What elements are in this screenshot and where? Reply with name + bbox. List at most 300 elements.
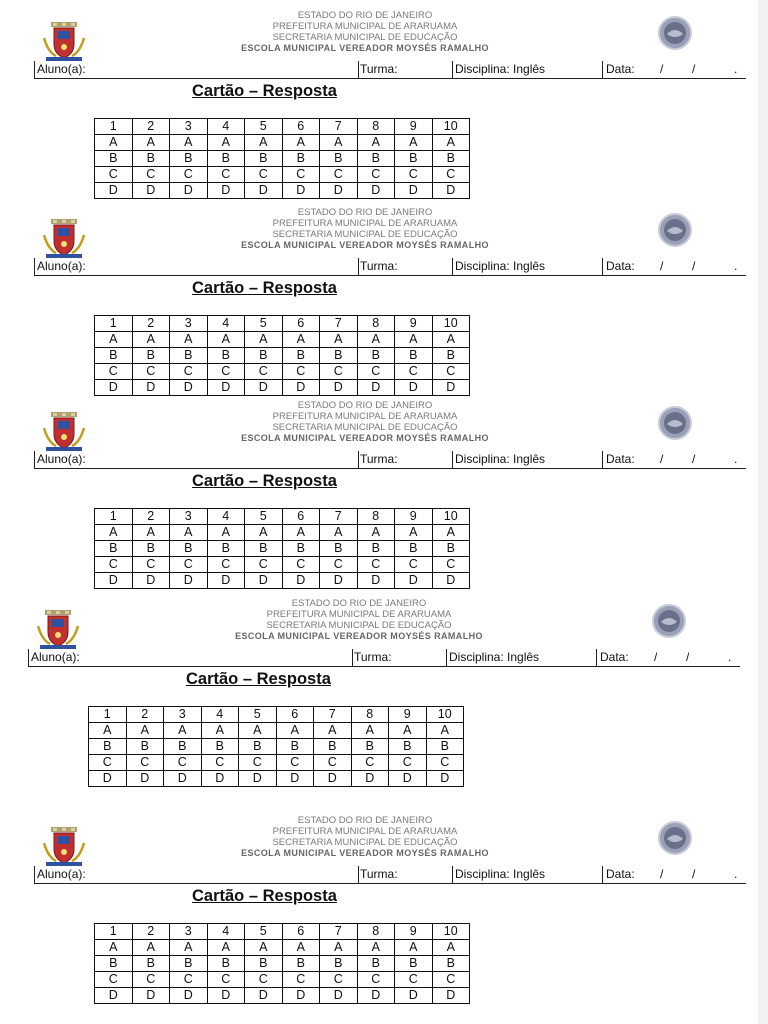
option-row — [95, 940, 470, 956]
date-dot: . — [728, 650, 732, 664]
secretariat-line: SECRETARIA MUNICIPAL DE EDUCAÇÃO — [272, 422, 458, 433]
school-header — [200, 400, 530, 444]
answer-option-cell[interactable]: C — [95, 972, 133, 988]
answer-option-cell[interactable]: B — [95, 541, 133, 557]
data-label: Data: — [606, 259, 635, 273]
answer-option-cell[interactable]: C — [351, 755, 389, 771]
answer-option-cell[interactable]: A — [320, 332, 358, 348]
answer-option-cell[interactable]: B — [276, 739, 314, 755]
answer-option-cell[interactable]: A — [207, 135, 245, 151]
answer-option-cell[interactable]: B — [89, 739, 127, 755]
school-name: ESCOLA MUNICIPAL VEREADOR MOYSÉS RAMALHO — [241, 240, 489, 250]
question-number: 5 — [245, 924, 283, 940]
answer-option-cell[interactable]: D — [432, 183, 470, 199]
answer-option-cell[interactable]: A — [126, 723, 164, 739]
turma-label: Turma: — [360, 259, 398, 273]
answer-option-cell[interactable]: C — [320, 972, 358, 988]
school-header — [200, 207, 530, 251]
answer-option-cell[interactable]: B — [432, 151, 470, 167]
option-row — [95, 167, 470, 183]
aluno-label: Aluno(a): — [31, 650, 80, 664]
answer-option-cell[interactable]: A — [170, 525, 208, 541]
answer-option-cell[interactable]: C — [276, 755, 314, 771]
question-number: 9 — [395, 119, 433, 135]
answer-option-cell[interactable]: A — [282, 135, 320, 151]
answer-option-cell[interactable]: B — [132, 956, 170, 972]
option-row — [95, 956, 470, 972]
answer-option-cell[interactable]: B — [320, 151, 358, 167]
answer-option-cell[interactable]: C — [207, 364, 245, 380]
answer-option-cell[interactable]: B — [95, 956, 133, 972]
answer-option-cell[interactable]: A — [432, 525, 470, 541]
answer-option-cell[interactable]: D — [239, 771, 277, 787]
card-title: Cartão – Resposta — [192, 279, 337, 297]
date-slash: / — [692, 259, 696, 273]
option-row — [95, 332, 470, 348]
answer-option-cell[interactable]: C — [170, 557, 208, 573]
answer-option-cell[interactable]: C — [395, 167, 433, 183]
answer-option-cell[interactable]: A — [395, 940, 433, 956]
coat-of-arms-icon — [42, 412, 86, 452]
answer-option-cell[interactable]: C — [320, 364, 358, 380]
answer-option-cell[interactable]: A — [432, 135, 470, 151]
answer-option-cell[interactable]: A — [320, 940, 358, 956]
answer-option-cell[interactable]: A — [245, 332, 283, 348]
answer-option-cell[interactable]: A — [432, 332, 470, 348]
answer-option-cell[interactable]: B — [432, 956, 470, 972]
option-row — [95, 364, 470, 380]
answer-option-cell[interactable]: C — [432, 167, 470, 183]
answer-option-cell[interactable]: A — [207, 525, 245, 541]
question-number: 10 — [432, 509, 470, 525]
prefecture-line: PREFEITURA MUNICIPAL DE ARARUAMA — [272, 411, 458, 422]
answer-option-cell[interactable]: D — [245, 380, 283, 396]
answer-option-cell[interactable]: B — [314, 739, 352, 755]
answer-option-cell[interactable]: C — [89, 755, 127, 771]
question-number-row — [89, 707, 464, 723]
answer-card — [0, 10, 758, 205]
answer-option-cell[interactable]: D — [89, 771, 127, 787]
answer-option-cell[interactable]: B — [245, 956, 283, 972]
answer-option-cell[interactable]: A — [89, 723, 127, 739]
answer-option-cell[interactable]: D — [320, 380, 358, 396]
answer-option-cell[interactable]: C — [282, 364, 320, 380]
answer-option-cell[interactable]: C — [314, 755, 352, 771]
card-title: Cartão – Resposta — [192, 82, 337, 100]
answer-option-cell[interactable]: C — [170, 364, 208, 380]
answer-option-cell[interactable]: B — [170, 541, 208, 557]
answer-option-cell[interactable]: B — [282, 151, 320, 167]
option-row — [89, 755, 464, 771]
answer-option-cell[interactable]: D — [432, 573, 470, 589]
answer-option-cell[interactable]: D — [320, 183, 358, 199]
answer-option-cell[interactable]: A — [95, 135, 133, 151]
answer-option-cell[interactable]: D — [170, 183, 208, 199]
disciplina-label: Disciplina: Inglês — [455, 259, 546, 273]
answer-option-cell[interactable]: A — [201, 723, 239, 739]
answer-option-cell[interactable]: B — [245, 151, 283, 167]
answer-option-cell[interactable]: A — [357, 940, 395, 956]
answer-option-cell[interactable]: B — [201, 739, 239, 755]
question-number: 7 — [314, 707, 352, 723]
question-number-row — [95, 316, 470, 332]
data-label: Data: — [606, 62, 635, 76]
question-number: 3 — [170, 924, 208, 940]
answer-option-cell[interactable]: B — [320, 348, 358, 364]
seal-icon — [658, 16, 692, 50]
answer-option-cell[interactable]: B — [395, 956, 433, 972]
option-row — [89, 723, 464, 739]
question-number: 5 — [239, 707, 277, 723]
school-header — [200, 815, 530, 859]
answer-option-cell[interactable]: D — [95, 183, 133, 199]
answer-option-cell[interactable]: B — [320, 956, 358, 972]
answer-option-cell[interactable]: D — [276, 771, 314, 787]
answer-option-cell[interactable]: C — [207, 557, 245, 573]
answer-option-cell[interactable]: C — [95, 557, 133, 573]
answer-option-cell[interactable]: A — [207, 940, 245, 956]
answer-card — [0, 815, 758, 1010]
seal-icon — [658, 821, 692, 855]
answer-option-cell[interactable]: D — [126, 771, 164, 787]
option-row — [95, 972, 470, 988]
answer-option-cell[interactable]: D — [132, 988, 170, 1004]
disciplina-label: Disciplina: Inglês — [455, 867, 546, 881]
answer-option-cell[interactable]: A — [351, 723, 389, 739]
answer-option-cell[interactable]: B — [282, 956, 320, 972]
answer-option-cell[interactable]: D — [132, 573, 170, 589]
answer-option-cell[interactable]: B — [132, 151, 170, 167]
answer-option-cell[interactable]: B — [95, 151, 133, 167]
answer-option-cell[interactable]: B — [207, 151, 245, 167]
prefecture-line: PREFEITURA MUNICIPAL DE ARARUAMA — [272, 21, 458, 32]
answer-option-cell[interactable]: C — [245, 167, 283, 183]
option-row — [95, 348, 470, 364]
answer-option-cell[interactable]: A — [170, 940, 208, 956]
answer-option-cell[interactable]: C — [245, 364, 283, 380]
answer-option-cell[interactable]: D — [320, 988, 358, 1004]
answer-option-cell[interactable]: B — [207, 956, 245, 972]
question-number: 10 — [426, 707, 464, 723]
coat-of-arms-icon — [42, 22, 86, 62]
answer-grid — [94, 923, 470, 1004]
state-line: ESTADO DO RIO DE JANEIRO — [297, 207, 433, 218]
answer-option-cell[interactable]: D — [426, 771, 464, 787]
answer-option-cell[interactable]: C — [357, 364, 395, 380]
answer-option-cell[interactable]: B — [351, 739, 389, 755]
answer-option-cell[interactable]: A — [432, 940, 470, 956]
answer-option-cell[interactable]: D — [320, 573, 358, 589]
question-number: 1 — [95, 509, 133, 525]
turma-label: Turma: — [360, 867, 398, 881]
question-number: 10 — [432, 316, 470, 332]
answer-option-cell[interactable]: B — [95, 348, 133, 364]
answer-option-cell[interactable]: C — [239, 755, 277, 771]
answer-option-cell[interactable]: A — [395, 332, 433, 348]
answer-option-cell[interactable]: B — [245, 541, 283, 557]
answer-option-cell[interactable]: C — [170, 167, 208, 183]
answer-option-cell[interactable]: B — [126, 739, 164, 755]
question-number: 3 — [170, 316, 208, 332]
answer-option-cell[interactable]: D — [170, 573, 208, 589]
answer-option-cell[interactable]: D — [357, 380, 395, 396]
option-row — [95, 183, 470, 199]
prefecture-line: PREFEITURA MUNICIPAL DE ARARUAMA — [266, 609, 452, 620]
answer-option-cell[interactable]: D — [170, 988, 208, 1004]
answer-option-cell[interactable]: A — [426, 723, 464, 739]
disciplina-label: Disciplina: Inglês — [455, 62, 546, 76]
answer-option-cell[interactable]: D — [207, 573, 245, 589]
answer-option-cell[interactable]: B — [389, 739, 427, 755]
answer-option-cell[interactable]: B — [357, 348, 395, 364]
answer-option-cell[interactable]: C — [95, 364, 133, 380]
answer-option-cell[interactable]: D — [207, 380, 245, 396]
answer-option-cell[interactable]: A — [320, 525, 358, 541]
answer-option-cell[interactable]: B — [357, 541, 395, 557]
answer-option-cell[interactable]: C — [132, 364, 170, 380]
answer-option-cell[interactable]: B — [170, 151, 208, 167]
answer-option-cell[interactable]: A — [276, 723, 314, 739]
answer-option-cell[interactable]: D — [282, 988, 320, 1004]
answer-option-cell[interactable]: A — [314, 723, 352, 739]
state-line: ESTADO DO RIO DE JANEIRO — [297, 400, 433, 411]
answer-option-cell[interactable]: C — [320, 557, 358, 573]
answer-option-cell[interactable]: D — [95, 380, 133, 396]
secretariat-line: SECRETARIA MUNICIPAL DE EDUCAÇÃO — [272, 837, 458, 848]
answer-option-cell[interactable]: C — [357, 557, 395, 573]
answer-option-cell[interactable]: A — [95, 940, 133, 956]
date-slash: / — [660, 452, 664, 466]
answer-option-cell[interactable]: C — [207, 972, 245, 988]
answer-option-cell[interactable]: A — [282, 525, 320, 541]
secretariat-line: SECRETARIA MUNICIPAL DE EDUCAÇÃO — [272, 32, 458, 43]
answer-option-cell[interactable]: C — [164, 755, 202, 771]
answer-option-cell[interactable]: B — [170, 956, 208, 972]
question-number: 6 — [282, 924, 320, 940]
answer-option-cell[interactable]: B — [320, 541, 358, 557]
answer-option-cell[interactable]: C — [395, 364, 433, 380]
answer-option-cell[interactable]: D — [201, 771, 239, 787]
answer-option-cell[interactable]: C — [132, 557, 170, 573]
answer-option-cell[interactable]: D — [357, 183, 395, 199]
answer-option-cell[interactable]: B — [207, 348, 245, 364]
answer-option-cell[interactable]: A — [95, 525, 133, 541]
question-number: 9 — [395, 316, 433, 332]
answer-option-cell[interactable]: C — [282, 557, 320, 573]
answer-option-cell[interactable]: A — [245, 135, 283, 151]
state-line: ESTADO DO RIO DE JANEIRO — [297, 10, 433, 21]
answer-option-cell[interactable]: D — [357, 988, 395, 1004]
answer-option-cell[interactable]: D — [170, 380, 208, 396]
answer-option-cell[interactable]: A — [245, 940, 283, 956]
answer-option-cell[interactable]: B — [357, 956, 395, 972]
question-number: 10 — [432, 924, 470, 940]
question-number: 5 — [245, 119, 283, 135]
answer-option-cell[interactable]: C — [245, 557, 283, 573]
answer-option-cell[interactable]: A — [207, 332, 245, 348]
answer-option-cell[interactable]: D — [351, 771, 389, 787]
answer-option-cell[interactable]: D — [95, 573, 133, 589]
answer-option-cell[interactable]: D — [132, 380, 170, 396]
answer-option-cell[interactable]: A — [389, 723, 427, 739]
answer-option-cell[interactable]: D — [389, 771, 427, 787]
answer-option-cell[interactable]: D — [245, 573, 283, 589]
answer-option-cell[interactable]: D — [357, 573, 395, 589]
question-number: 2 — [132, 316, 170, 332]
answer-option-cell[interactable]: A — [357, 135, 395, 151]
answer-option-cell[interactable]: A — [395, 525, 433, 541]
answer-option-cell[interactable]: B — [239, 739, 277, 755]
answer-option-cell[interactable]: C — [245, 972, 283, 988]
answer-option-cell[interactable]: B — [432, 541, 470, 557]
option-row — [95, 525, 470, 541]
answer-option-cell[interactable]: C — [282, 972, 320, 988]
answer-option-cell[interactable]: B — [282, 348, 320, 364]
option-row — [95, 541, 470, 557]
date-slash: / — [660, 867, 664, 881]
answer-option-cell[interactable]: A — [357, 332, 395, 348]
answer-option-cell[interactable]: A — [282, 332, 320, 348]
answer-option-cell[interactable]: B — [395, 541, 433, 557]
answer-option-cell[interactable]: D — [395, 380, 433, 396]
data-label: Data: — [600, 650, 629, 664]
answer-option-cell[interactable]: B — [395, 151, 433, 167]
question-number: 6 — [276, 707, 314, 723]
answer-option-cell[interactable]: C — [357, 972, 395, 988]
answer-option-cell[interactable]: D — [95, 988, 133, 1004]
answer-option-cell[interactable]: B — [395, 348, 433, 364]
answer-option-cell[interactable]: C — [389, 755, 427, 771]
answer-option-cell[interactable]: C — [132, 167, 170, 183]
question-number: 4 — [201, 707, 239, 723]
question-number: 1 — [89, 707, 127, 723]
answer-option-cell[interactable]: B — [164, 739, 202, 755]
answer-option-cell[interactable]: D — [395, 988, 433, 1004]
option-row — [89, 771, 464, 787]
question-number: 8 — [357, 316, 395, 332]
answer-option-cell[interactable]: C — [432, 364, 470, 380]
answer-option-cell[interactable]: A — [282, 940, 320, 956]
question-number: 7 — [320, 509, 358, 525]
answer-option-cell[interactable]: A — [132, 525, 170, 541]
question-number: 7 — [320, 119, 358, 135]
question-number: 1 — [95, 316, 133, 332]
date-slash: / — [660, 259, 664, 273]
answer-option-cell[interactable]: D — [314, 771, 352, 787]
answer-option-cell[interactable]: D — [432, 988, 470, 1004]
card-title: Cartão – Resposta — [192, 472, 337, 490]
answer-option-cell[interactable]: B — [170, 348, 208, 364]
answer-option-cell[interactable]: C — [426, 755, 464, 771]
answer-option-cell[interactable]: A — [239, 723, 277, 739]
prefecture-line: PREFEITURA MUNICIPAL DE ARARUAMA — [272, 826, 458, 837]
answer-option-cell[interactable]: A — [320, 135, 358, 151]
disciplina-label: Disciplina: Inglês — [455, 452, 546, 466]
answer-option-cell[interactable]: D — [395, 573, 433, 589]
answer-option-cell[interactable]: C — [126, 755, 164, 771]
answer-option-cell[interactable]: C — [201, 755, 239, 771]
student-info-bar — [34, 451, 746, 469]
state-line: ESTADO DO RIO DE JANEIRO — [291, 598, 427, 609]
school-name: ESCOLA MUNICIPAL VEREADOR MOYSÉS RAMALHO — [241, 433, 489, 443]
answer-option-cell[interactable]: C — [132, 972, 170, 988]
data-label: Data: — [606, 452, 635, 466]
answer-option-cell[interactable]: C — [395, 557, 433, 573]
date-slash: / — [686, 650, 690, 664]
question-number: 2 — [126, 707, 164, 723]
answer-option-cell[interactable]: B — [207, 541, 245, 557]
answer-option-cell[interactable]: C — [282, 167, 320, 183]
question-number: 4 — [207, 509, 245, 525]
answer-option-cell[interactable]: A — [132, 940, 170, 956]
answer-option-cell[interactable]: C — [95, 167, 133, 183]
answer-option-cell[interactable]: A — [170, 332, 208, 348]
answer-option-cell[interactable]: A — [170, 135, 208, 151]
answer-option-cell[interactable]: D — [245, 988, 283, 1004]
answer-option-cell[interactable]: D — [395, 183, 433, 199]
question-number: 2 — [132, 509, 170, 525]
school-header — [200, 10, 530, 54]
answer-option-cell[interactable]: D — [282, 380, 320, 396]
answer-option-cell[interactable]: D — [245, 183, 283, 199]
turma-label: Turma: — [354, 650, 392, 664]
answer-option-cell[interactable]: A — [132, 332, 170, 348]
question-number: 2 — [132, 119, 170, 135]
answer-option-cell[interactable]: D — [432, 380, 470, 396]
answer-option-cell[interactable]: C — [432, 972, 470, 988]
aluno-label: Aluno(a): — [37, 62, 86, 76]
answer-option-cell[interactable]: A — [95, 332, 133, 348]
question-number: 3 — [164, 707, 202, 723]
answer-option-cell[interactable]: B — [357, 151, 395, 167]
aluno-label: Aluno(a): — [37, 452, 86, 466]
answer-option-cell[interactable]: C — [357, 167, 395, 183]
seal-icon — [658, 213, 692, 247]
answer-grid — [94, 315, 470, 396]
question-number: 8 — [357, 119, 395, 135]
answer-option-cell[interactable]: A — [395, 135, 433, 151]
answer-option-cell[interactable]: D — [164, 771, 202, 787]
answer-option-cell[interactable]: B — [245, 348, 283, 364]
answer-option-cell[interactable]: C — [320, 167, 358, 183]
answer-option-cell[interactable]: A — [132, 135, 170, 151]
answer-option-cell[interactable]: B — [132, 541, 170, 557]
answer-option-cell[interactable]: D — [282, 183, 320, 199]
answer-option-cell[interactable]: D — [207, 183, 245, 199]
answer-option-cell[interactable]: C — [170, 972, 208, 988]
option-row — [95, 988, 470, 1004]
answer-option-cell[interactable]: A — [245, 525, 283, 541]
answer-option-cell[interactable]: A — [357, 525, 395, 541]
coat-of-arms-icon — [42, 827, 86, 867]
answer-option-cell[interactable]: B — [132, 348, 170, 364]
date-slash: / — [692, 62, 696, 76]
answer-option-cell[interactable]: B — [426, 739, 464, 755]
answer-option-cell[interactable]: C — [207, 167, 245, 183]
answer-option-cell[interactable]: B — [282, 541, 320, 557]
prefecture-line: PREFEITURA MUNICIPAL DE ARARUAMA — [272, 218, 458, 229]
answer-option-cell[interactable]: C — [395, 972, 433, 988]
answer-grid — [88, 706, 464, 787]
answer-option-cell[interactable]: D — [132, 183, 170, 199]
school-name: ESCOLA MUNICIPAL VEREADOR MOYSÉS RAMALHO — [241, 848, 489, 858]
answer-option-cell[interactable]: D — [282, 573, 320, 589]
answer-option-cell[interactable]: A — [164, 723, 202, 739]
answer-option-cell[interactable]: C — [432, 557, 470, 573]
answer-option-cell[interactable]: D — [207, 988, 245, 1004]
answer-option-cell[interactable]: B — [432, 348, 470, 364]
question-number: 9 — [395, 924, 433, 940]
